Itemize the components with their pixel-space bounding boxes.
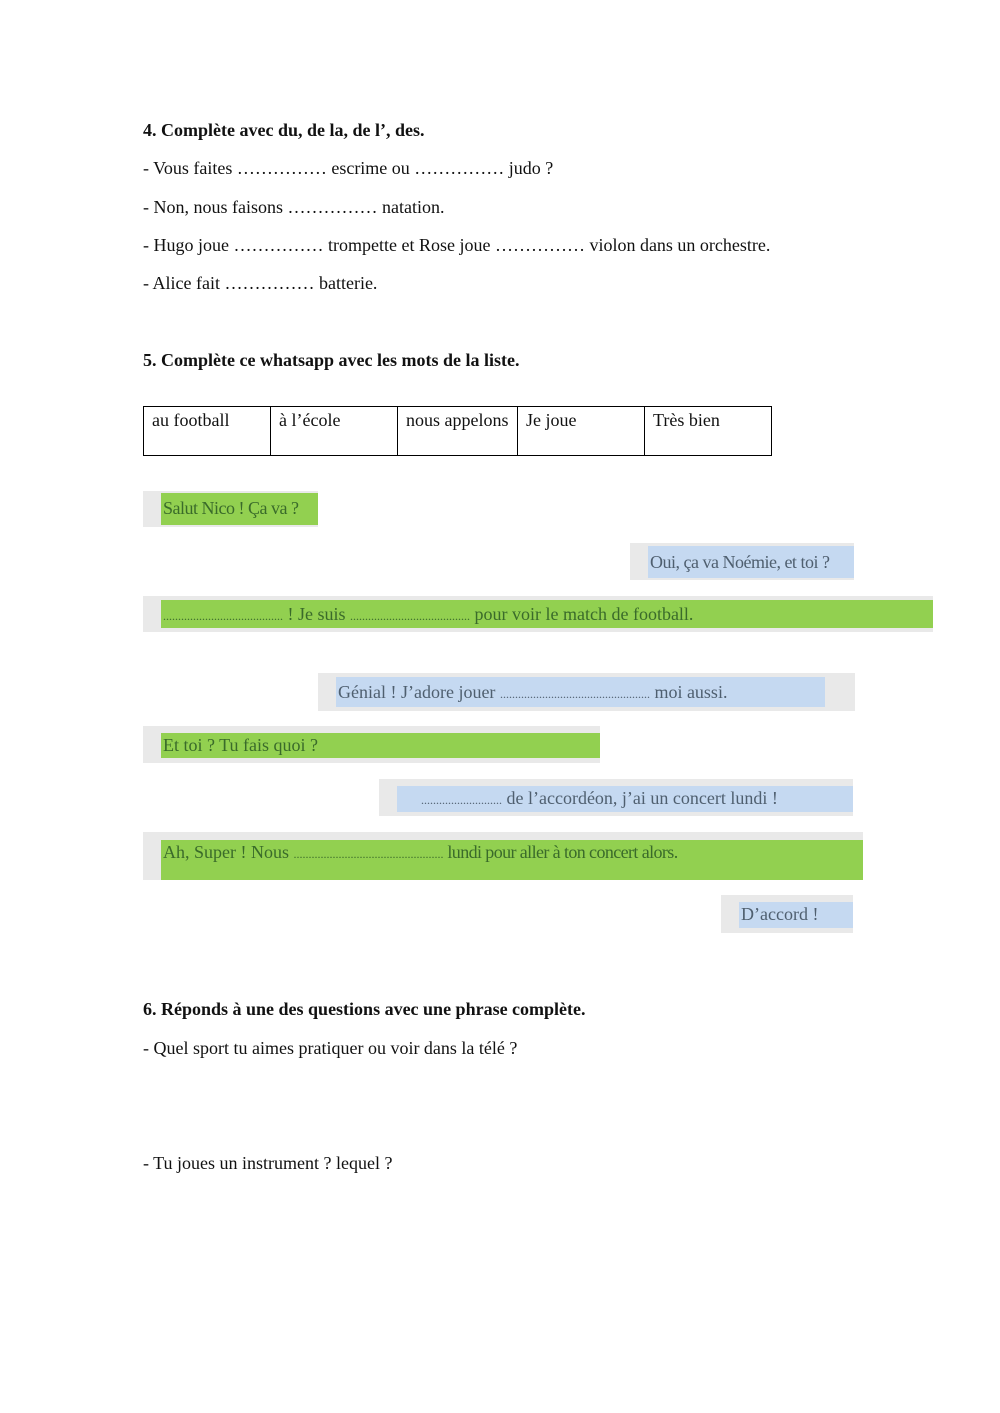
word-cell: nous appelons	[398, 407, 518, 456]
chat-message-3	[143, 596, 933, 632]
word-cell: Très bien	[645, 407, 772, 456]
exercise-6-question-2: - Tu joues un instrument ? lequel ?	[143, 1153, 393, 1173]
word-cell: à l’école	[271, 407, 398, 456]
word-list-table	[143, 406, 772, 456]
chat-message-7-text: Ah, Super ! Nous .................................................. lundi pour aller à ton concert alors.	[163, 842, 678, 862]
chat-message-6	[379, 779, 853, 816]
word-cell: Je joue	[518, 407, 645, 456]
chat-message-7	[143, 832, 863, 880]
chat-message-3-text: ........................................ ! Je suis ........................................ pour voir le match de football.	[163, 604, 694, 624]
exercise-4-title: 4. Complète avec du, de la, de l’, des.	[143, 120, 425, 140]
exercise-4-line-3: - Hugo joue …………… trompette et Rose joue …………… violon dans un orchestre.	[143, 235, 771, 255]
chat-message-4	[318, 673, 855, 711]
chat-message-5-text: Et toi ? Tu fais quoi ?	[163, 735, 319, 755]
exercise-6-question-1: - Quel sport tu aimes pratiquer ou voir dans la télé ?	[143, 1038, 518, 1058]
chat-message-1	[143, 491, 318, 527]
chat-message-6-text: ........................... de l’accordéon, j’ai un concert lundi !	[421, 788, 778, 808]
chat-message-5	[143, 726, 600, 763]
exercise-6-title: 6. Réponds à une des questions avec une phrase complète.	[143, 999, 586, 1019]
exercise-4-line-1: - Vous faites …………… escrime ou …………… judo ?	[143, 158, 554, 178]
exercise-5-title: 5. Complète ce whatsapp avec les mots de la liste.	[143, 350, 520, 370]
chat-message-4-text: Génial ! J’adore jouer .................................................. moi aussi.	[338, 682, 728, 702]
exercise-4-line-2: - Non, nous faisons …………… natation.	[143, 197, 445, 217]
chat-message-2-text: Oui, ça va Noémie, et toi ?	[650, 552, 830, 572]
chat-message-8	[721, 895, 853, 933]
word-cell: au football	[144, 407, 271, 456]
chat-message-2	[630, 543, 854, 580]
chat-message-8-text: D’accord !	[741, 904, 819, 924]
chat-message-1-text: Salut Nico ! Ça va ?	[163, 498, 299, 518]
exercise-4-line-4: - Alice fait …………… batterie.	[143, 273, 378, 293]
